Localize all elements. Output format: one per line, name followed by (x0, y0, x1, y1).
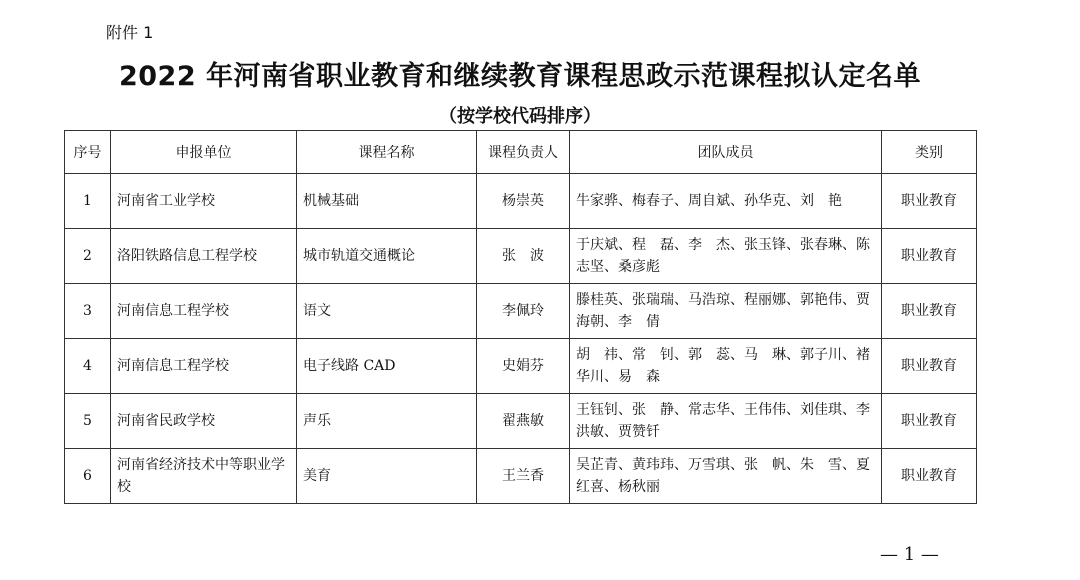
row-category: 职业教育 (882, 284, 977, 339)
column-header-course: 课程名称 (297, 131, 477, 174)
row-unit: 河南省民政学校 (111, 394, 297, 449)
row-lead: 史娟芬 (477, 339, 570, 394)
row-index: 5 (65, 394, 111, 449)
row-course: 机械基础 (297, 174, 477, 229)
row-category: 职业教育 (882, 174, 977, 229)
row-index: 3 (65, 284, 111, 339)
row-lead: 翟燕敏 (477, 394, 570, 449)
row-team: 王钰钊、张 静、常志华、王伟伟、刘佳琪、李洪敏、贾赞钎 (570, 394, 882, 449)
row-team: 吴芷青、黄玮玮、万雪琪、张 帆、朱 雪、夏红喜、杨秋丽 (570, 449, 882, 504)
row-category: 职业教育 (882, 339, 977, 394)
row-category: 职业教育 (882, 229, 977, 284)
table-row (65, 394, 977, 449)
row-team: 滕桂英、张瑞瑞、马浩琼、程丽娜、郭艳伟、贾海朝、李 倩 (570, 284, 882, 339)
table-row (65, 449, 977, 504)
row-unit: 河南信息工程学校 (111, 339, 297, 394)
row-lead: 王兰香 (477, 449, 570, 504)
table-row (65, 229, 977, 284)
row-lead: 张 波 (477, 229, 570, 284)
row-category: 职业教育 (882, 394, 977, 449)
column-header-lead: 课程负责人 (477, 131, 570, 174)
row-course: 城市轨道交通概论 (297, 229, 477, 284)
document-title: 2022 年河南省职业教育和继续教育课程思政示范课程拟认定名单 (118, 61, 922, 92)
row-course: 美育 (297, 449, 477, 504)
row-index: 1 (65, 174, 111, 229)
course-list-table (64, 130, 977, 504)
row-category: 职业教育 (882, 449, 977, 504)
row-team: 于庆斌、程 磊、李 杰、张玉锋、张春琳、陈志坚、桑彦彪 (570, 229, 882, 284)
row-team: 胡 祎、常 钊、郭 蕊、马 琳、郭子川、褚华川、易 森 (570, 339, 882, 394)
row-team: 牛家骅、梅春子、周自斌、孙华克、刘 艳 (570, 174, 882, 229)
row-unit: 河南省经济技术中等职业学校 (111, 449, 297, 504)
row-course: 语文 (297, 284, 477, 339)
column-header-category: 类别 (882, 131, 977, 174)
attachment-label: 附件 1 (106, 23, 154, 42)
page-number: — 1 — (880, 544, 939, 565)
row-index: 2 (65, 229, 111, 284)
document-subtitle: （按学校代码排序） (439, 106, 601, 127)
table-row (65, 339, 977, 394)
row-course: 电子线路 CAD (297, 339, 477, 394)
table-row (65, 174, 977, 229)
row-unit: 洛阳铁路信息工程学校 (111, 229, 297, 284)
row-index: 6 (65, 449, 111, 504)
row-lead: 杨崇英 (477, 174, 570, 229)
row-course: 声乐 (297, 394, 477, 449)
table-header-row (65, 131, 977, 174)
column-header-index: 序号 (65, 131, 111, 174)
column-header-unit: 申报单位 (111, 131, 297, 174)
table-row (65, 284, 977, 339)
row-lead: 李佩玲 (477, 284, 570, 339)
row-unit: 河南省工业学校 (111, 174, 297, 229)
column-header-team: 团队成员 (570, 131, 882, 174)
row-unit: 河南信息工程学校 (111, 284, 297, 339)
row-index: 4 (65, 339, 111, 394)
